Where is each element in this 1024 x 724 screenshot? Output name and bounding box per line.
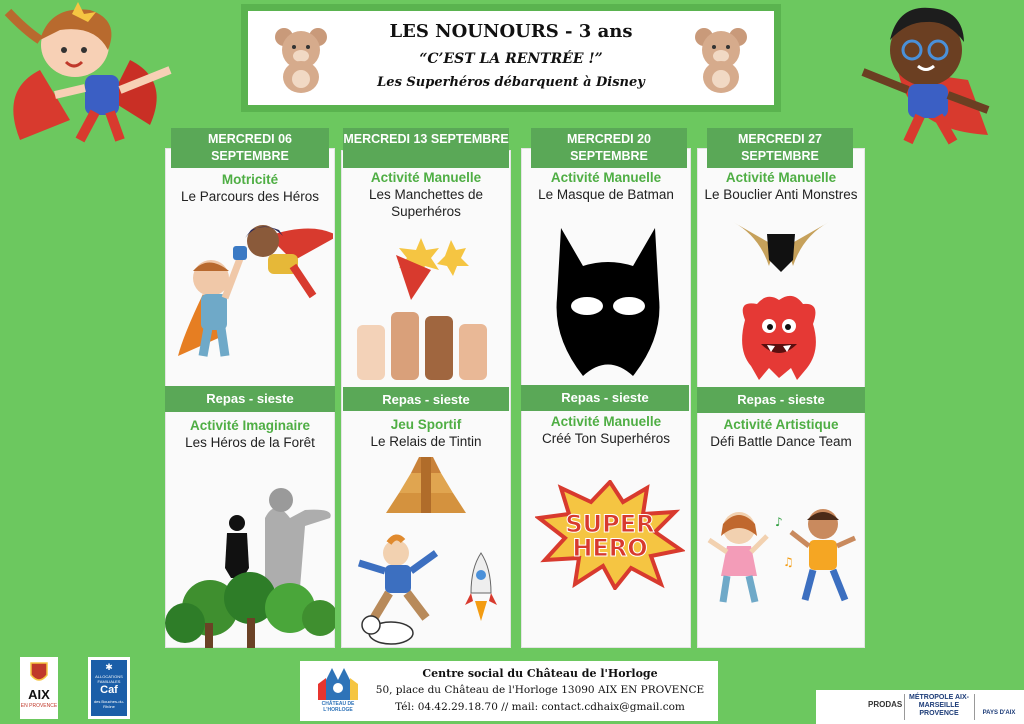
activity-name: Défi Battle Dance Team xyxy=(710,434,852,449)
activity-name: Les Héros de la Forêt xyxy=(185,435,315,450)
divider xyxy=(974,694,975,720)
aix-logo-subtext: EN PROVENCE xyxy=(20,703,58,709)
header-frame xyxy=(241,4,781,112)
super-hero-burst-illustration xyxy=(535,480,685,590)
svg-text:♫: ♫ xyxy=(783,555,794,569)
red-monster-icon xyxy=(737,290,821,382)
organization-address: 50, place du Château de l'Horloge 13090 AIX EN PROVENCE xyxy=(375,684,705,696)
pays-aix-logo: PAYS D'AIX xyxy=(982,710,1016,716)
castle-icon xyxy=(316,666,360,700)
partner-logos xyxy=(816,690,1024,724)
activity-type: Activité Imaginaire xyxy=(189,418,311,433)
activity-type: Activité Artistique xyxy=(723,417,839,432)
batman-mask-icon xyxy=(553,228,663,378)
meal-banner: Repas - sieste xyxy=(697,387,865,413)
activity-name: Le Bouclier Anti Monstres xyxy=(704,187,858,202)
activity-type: Activité Manuelle xyxy=(370,170,482,185)
day-header: MERCREDI 20 SEPTEMBRE xyxy=(531,128,687,168)
forest-heroes-illustration xyxy=(165,478,335,648)
flying-heroes-illustration xyxy=(173,216,333,366)
activity-name: Les Manchettes de Superhéros xyxy=(368,187,484,219)
activity-type: Activité Manuelle xyxy=(725,170,837,185)
city-crest-icon xyxy=(29,661,49,685)
activity-type: Motricité xyxy=(221,172,279,187)
wristbands-fists-illustration xyxy=(351,230,501,380)
header xyxy=(248,11,774,105)
organization-name: Centre social du Château de l'Horloge xyxy=(422,667,658,680)
day-header: MERCREDI 27 SEPTEMBRE xyxy=(707,128,853,168)
caf-logo-subtext: des Bouches-du-Rhône xyxy=(93,699,125,709)
day-header: MERCREDI 13 SEPTEMBRE xyxy=(343,128,509,168)
day-header: MERCREDI 06 SEPTEMBRE xyxy=(171,128,329,168)
chateau-logo-text: CHÂTEAU DE L'HORLOGE xyxy=(321,701,355,713)
page-subtitle: “C’EST LA RENTRÉE !” xyxy=(419,51,603,67)
winged-shield-icon xyxy=(729,216,833,276)
metropole-logo: MÉTROPOLE AIX-MARSEILLE PROVENCE xyxy=(908,694,970,717)
svg-text:♪: ♪ xyxy=(775,515,783,529)
activity-type: Activité Manuelle xyxy=(550,170,662,185)
caf-logo-top: ALLOCATIONS FAMILIALES xyxy=(95,674,123,684)
meal-banner: Repas - sieste xyxy=(343,387,509,411)
meal-banner: Repas - sieste xyxy=(521,385,689,411)
super-hero-label: SUPER HERO xyxy=(565,510,655,562)
activity-name: Le Masque de Batman xyxy=(538,187,674,202)
caf-logo-text: Caf xyxy=(100,684,118,696)
aix-logo-text: AIX xyxy=(28,687,50,702)
teddy-bear-icon xyxy=(690,25,752,95)
activity-name: Le Parcours des Héros xyxy=(180,189,320,204)
caf-logo xyxy=(88,657,130,719)
meal-banner: Repas - sieste xyxy=(165,386,335,412)
caf-star-icon: ✱ xyxy=(105,662,113,672)
organization-contact: Tél: 04.42.29.18.70 // mail: contact.cdhaix@gmail.com xyxy=(395,701,685,713)
footer-contact xyxy=(300,661,718,721)
superhero-girl-illustration xyxy=(0,0,185,145)
divider xyxy=(904,694,905,720)
activity-name: Le Relais de Tintin xyxy=(370,434,482,449)
superhero-boy-illustration xyxy=(848,0,1024,145)
dancing-kids-illustration xyxy=(705,506,859,606)
activity-type: Jeu Sportif xyxy=(390,417,462,432)
caf-logo-panel xyxy=(91,660,127,716)
tintin-relay-illustration xyxy=(341,453,511,648)
page-tagline: Les Superhéros débarquent à Disney xyxy=(377,75,645,90)
activity-type: Activité Manuelle xyxy=(550,414,662,429)
page-title: LES NOUNOURS - 3 ans xyxy=(389,21,633,42)
activity-name: Créé Ton Superhéros xyxy=(541,431,671,446)
aix-en-provence-logo xyxy=(20,657,58,719)
prodas-logo: PRODAS xyxy=(868,700,903,709)
chateau-logo xyxy=(316,666,360,716)
